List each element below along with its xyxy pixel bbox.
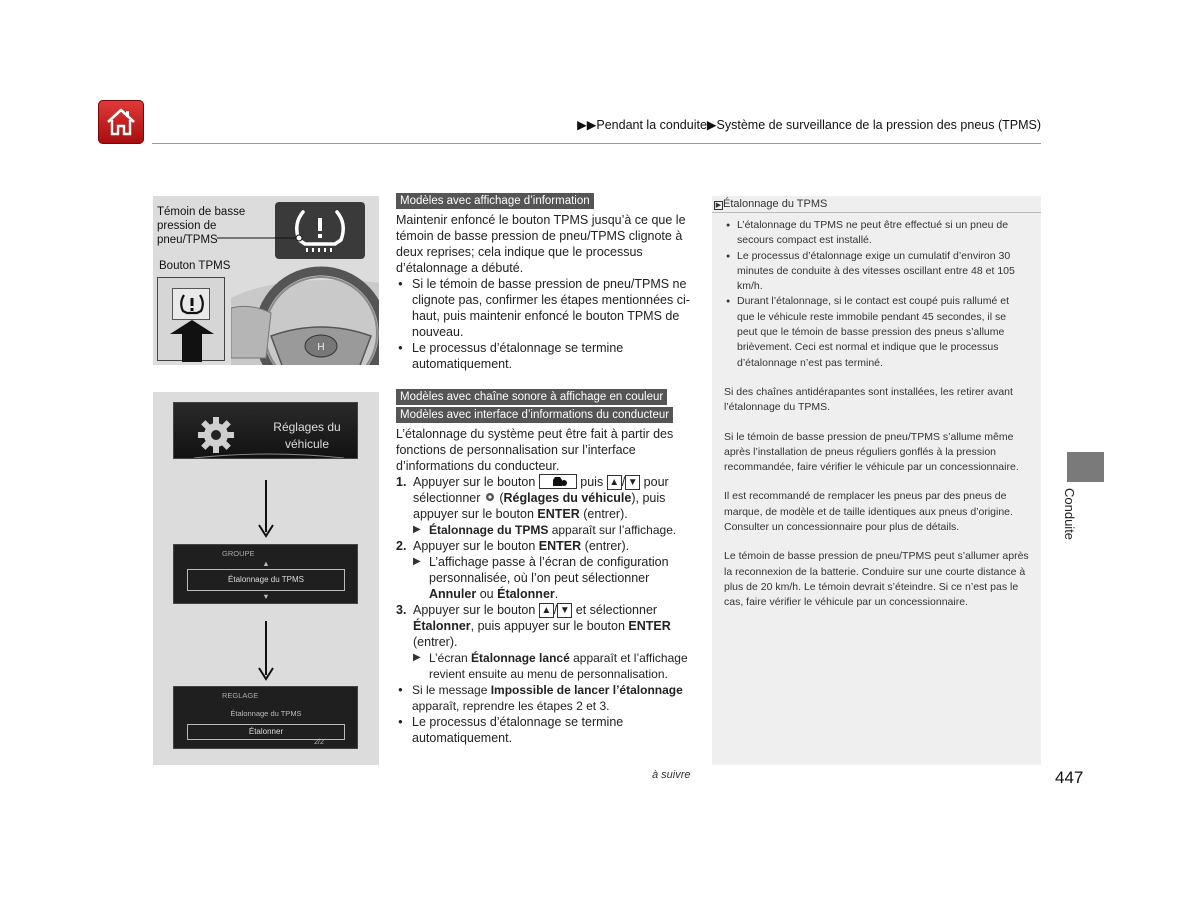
step-1: 1. Appuyer sur le bouton puis ▲ / ▼ pour sélectionner (Réglages du véhicule), puis appuyer sur le bouton ENTER (entrer). [396,475,669,522]
step-3: 3. Appuyer sur le bouton ▲ / ▼ et sélectionner Étalonner, puis appuyer sur le bouton ENTER (entrer). [396,603,671,650]
page-number: 447 [1055,768,1084,787]
tpms-button[interactable] [172,288,210,320]
sidebar-paragraph: Le témoin de basse pression de pneu/TPMS peut s’allumer après la reconnexion de la batterie. Conduire sur une courte distance à plus de 20 km/h. Le témoin devrait s’éteindre. Si ce n’est pas le cas, faire vérifier le véhicule par un concessionnaire. [724,550,1029,609]
display-screens-figure [153,392,379,765]
sidebar-bullet: ● L’étalonnage du TPMS ne peut être effectué si un pneu de secours compact est installé. [724,218,1029,249]
settings-gear-icon [196,415,236,455]
intro-paragraph: L’étalonnage du système peut être fait à partir des fonctions de personnalisation sur l’interface d’informations du conducteur. [396,427,674,473]
sidebar-bullet: ● Durant l’étalonnage, si le contact est coupé puis rallumé et que le véhicule reste immobile pendant 45 secondes, il se peut que le témoin de basse pression des pneus s’allume brièvement. Ceci est normal et indique que le processus d’étalonnage n’est pas terminé. [724,294,1029,370]
breadcrumb-section[interactable]: Pendant la conduite [596,118,707,132]
header-divider [152,143,1041,144]
screen-title: Réglages du véhicule [273,420,341,451]
model-tag-driver-interface: Modèles avec interface d’informations du conducteur [396,407,673,423]
up-arrow-button-icon: ▲ [607,475,622,490]
home-steering-button-icon [539,474,577,489]
bullet-item: ● Le processus d’étalonnage se termine automatiquement. [396,714,696,746]
down-arrow-button-icon: ▼ [557,603,572,618]
step-2-result: ▶ L’affichage passe à l’écran de configuration personnalisée, où l’on peut sélectionner Annuler ou Étalonner. [413,554,696,602]
bullet-item: ● Si le message Impossible de lancer l’étalonnage apparaît, reprendre les étapes 2 et 3. [396,682,696,714]
step-2: 2. Appuyer sur le bouton ENTER (entrer). [396,539,630,554]
up-arrow-button-icon: ▲ [539,603,554,618]
sidebar-paragraph: Si le témoin de basse pression de pneu/TPMS s’allume même après l’installation de pneus réguliers gonflés à la pression recommandée, faire vérifier le véhicule par un concessionnaire. [724,430,1019,474]
step-1-result: ▶ Étalonnage du TPMS apparaît sur l’affichage. [413,522,696,538]
tpms-button-icon [173,289,211,321]
breadcrumb-separator: ▶ [706,118,717,132]
breadcrumb [540,117,1041,132]
arrow-down-icon [258,621,274,681]
sidebar-bullets [724,218,1029,371]
menu-line-tpms: Étalonnage du TPMS [230,709,302,718]
screen-group-label: GROUPE [222,549,255,558]
indicator-leader-line [217,234,342,252]
instructions-column [396,192,696,746]
chapter-tab-label: Conduite [1062,488,1077,541]
chapter-tab[interactable] [1067,452,1104,482]
home-icon [105,106,137,138]
steering-wheel-illustration [231,258,379,365]
sidebar-paragraph: Si des chaînes antidérapantes sont installées, les retirer avant l’étalonnage du TPMS. [724,385,1013,414]
tpms-button-label: Bouton TPMS [159,260,231,272]
svg-text:H: H [317,342,325,353]
press-arrow-icon [170,320,214,362]
screen-group-label: REGLAGE [222,691,259,700]
menu-item-calibrate[interactable]: Étalonner [187,724,345,740]
home-button[interactable] [98,100,144,144]
dashboard-figure [153,196,379,365]
notes-sidebar [712,196,1041,765]
step-3-result: ▶ L’écran Étalonnage lancé apparaît et l’affichage revient ensuite au menu de personnalisation. [413,650,696,682]
screen-calibrate-menu [173,686,358,749]
model-tag-info-display: Modèles avec affichage d’information [396,193,594,209]
indicator-label: Témoin de basse pression de pneu/TPMS [157,206,246,246]
intro-paragraph: Maintenir enfoncé le bouton TPMS jusqu’à ce que le témoin de basse pression de pneu/TPMS clignote à deux reprises; cela indique que le processus d’étalonnage a débuté. [396,213,686,275]
breadcrumb-arrows: ▶▶ [577,118,597,132]
bullet-item: ● Le processus d’étalonnage se termine automatiquement. [396,340,696,372]
screen-vehicle-settings [173,402,358,459]
screen-arc [194,453,344,459]
down-arrow-button-icon: ▼ [625,475,640,490]
bullet-item: ● Si le témoin de basse pression de pneu/TPMS ne clignote pas, confirmer les étapes mentionnées ci-haut, puis maintenir enfoncé le bouton TPMS de nouveau. [396,276,696,340]
reference-marker-icon: ▶ [715,202,722,209]
tpms-button-closeup [157,277,225,361]
breadcrumb-topic: Système de surveillance de la pression des pneus (TPMS) [716,118,1041,132]
arrow-down-icon [258,480,274,538]
menu-item-tpms-calibration[interactable]: Étalonnage du TPMS [187,569,345,591]
page-indicator: 2/2 [314,739,324,746]
sidebar-title: ▶ Étalonnage du TPMS [712,196,1041,213]
sidebar-bullet: ● Le processus d’étalonnage exige un cumulatif d’environ 30 minutes de conduite à des vitesses oscillant entre 48 et 105 km/h. [724,249,1029,295]
continued-note: à suivre [652,769,691,781]
settings-gear-icon [484,491,496,503]
screen-group-menu: GROUPE ▲ Étalonnage du TPMS ▼ [173,544,358,604]
sidebar-paragraph: Il est recommandé de remplacer les pneus par des pneus de marque, de modèle et de taille identiques aux pneus d’origine. Consulter un concessionnaire pour plus de détails. [724,490,1013,534]
model-tag-color-audio: Modèles avec chaîne sonore à affichage en couleur [396,389,667,405]
